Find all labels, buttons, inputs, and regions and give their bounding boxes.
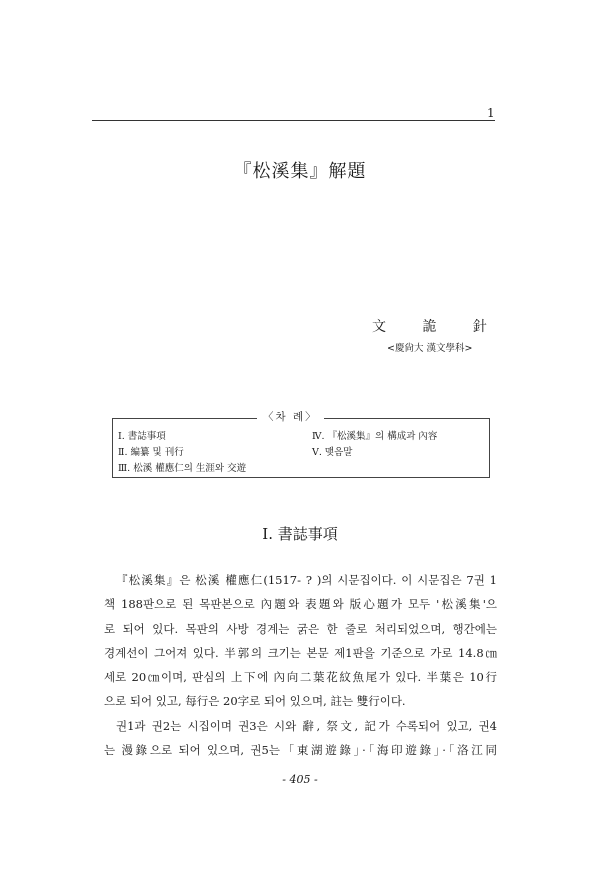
text-line: 는 漫錄으로 되어 있으며, 권5는「東湖遊錄」·「海印遊錄」·「洛江同 bbox=[104, 743, 497, 758]
text-line: 권1과 권2는 시집이며 권3은 시와 辭, 祭文, 記가 수록되어 있고, 권4 bbox=[116, 719, 497, 733]
text-line: 책 188판으로 된 목판본으로 內題와 表題와 版心題가 모두 '松溪集'으 bbox=[104, 597, 497, 612]
running-header-page-label: 1 bbox=[487, 106, 495, 120]
text-line: 로 되어 있다. 목판의 사방 경계는 굵은 한 줄로 처리되었으며, 행간에는 bbox=[104, 621, 497, 636]
toc-item: Ⅰ. 書誌事項 bbox=[118, 431, 166, 442]
toc-item: Ⅳ. 『松溪集』의 構成과 內容 bbox=[312, 431, 438, 442]
toc-item: Ⅴ. 맺음말 bbox=[312, 447, 353, 458]
text-line: 으로 되어 있고, 每行은 20字로 되어 있으며, 註는 雙行이다. bbox=[104, 694, 406, 709]
text-line: 세로 20㎝이며, 판심의 上下에 內向二葉花紋魚尾가 있다. 半葉은 10行 bbox=[104, 670, 497, 685]
document-title: 『松溪集』解題 bbox=[233, 161, 367, 182]
text-line: 경계선이 그어져 있다. 半郭의 크기는 본문 제1판을 기준으로 가로 14.8㎝ bbox=[104, 645, 497, 660]
author-affiliation: <慶尙大 漢文學科> bbox=[387, 343, 473, 354]
header-rule bbox=[92, 120, 495, 121]
author-name: 文 詭 針 bbox=[372, 319, 503, 335]
toc-item: Ⅲ. 松溪 權應仁의 生涯와 交遊 bbox=[118, 463, 247, 474]
text-line: 『松溪集』은 松溪 權應仁(1517- ? )의 시문집이다. 이 시문집은 7권 1 bbox=[116, 573, 497, 587]
page-number: - 405 - bbox=[282, 773, 318, 786]
body-paragraph-2 bbox=[104, 714, 497, 763]
body-paragraph-1 bbox=[104, 568, 497, 714]
toc-item: Ⅱ. 編纂 및 刊行 bbox=[118, 447, 184, 458]
section-heading: Ⅰ. 書誌事項 bbox=[262, 525, 338, 543]
toc-label: 〈차 례〉 bbox=[257, 409, 324, 424]
